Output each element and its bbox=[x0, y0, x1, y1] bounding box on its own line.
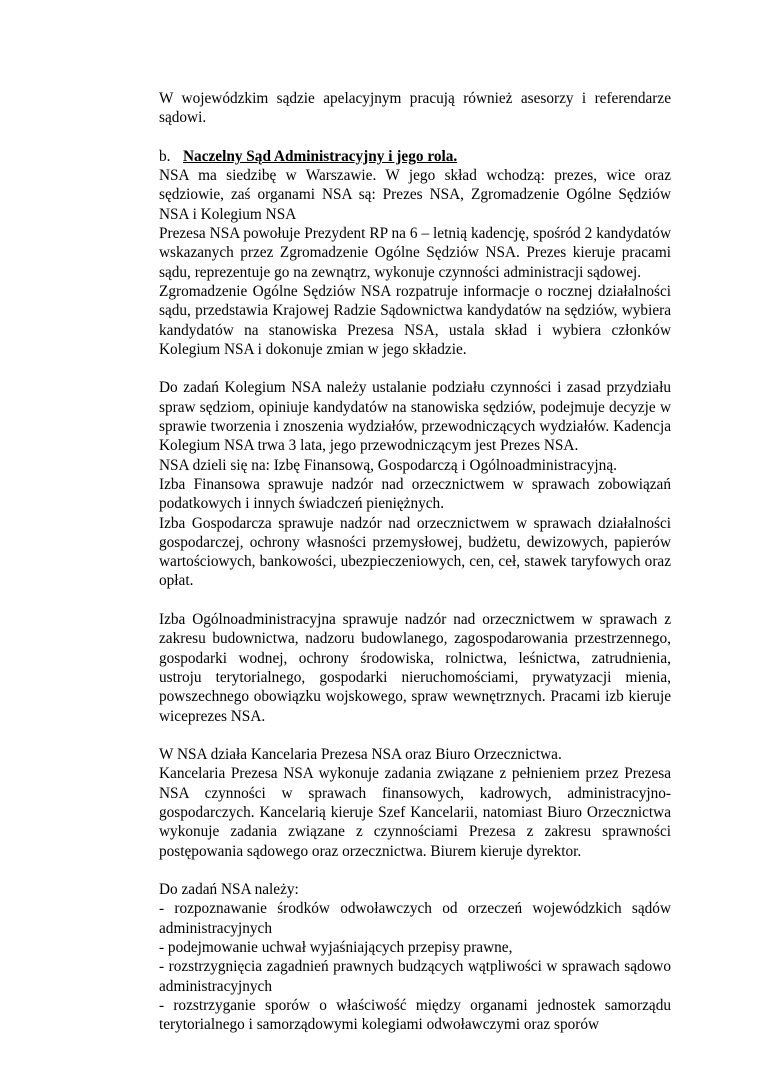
paragraph-chancellery: Kancelaria Prezesa NSA wykonuje zadania związane z pełnieniem przez Prezesa NSA czynności w sprawach finansowych, kadrowych, administracyjno-gospodarczych. Kancelarią kieruje Szef Kancelarii, natomiast Biuro Orzecznictwa wykonuje zadania związane z czynnościami Prezesa z zakresu sprawności postępowania sądowego oraz orzecznictwa. Biurem kieruje dyrektor. bbox=[159, 765, 671, 860]
paragraph-general-admin-chamber: Izba Ogólnoadministracyjna sprawuje nadzór nad orzecznictwem w sprawach z zakresu budownictwa, nadzoru budowlanego, zagospodarowania przestrzennego, gospodarki wodnej, ochrony środowiska, rolnictwa, leśnictwa, zatrudnienia, ustroju terytorialnego, gospodarki nieruchomościami, prywatyzacji mienia, powszechnego obowiązku wojskowego, spraw wewnętrznych. Pracami izb kieruje wiceprezes NSA. bbox=[159, 611, 671, 725]
paragraph-offices: W NSA działa Kancelaria Prezesa NSA oraz Biuro Orzecznictwa. bbox=[159, 746, 562, 764]
list-item: - rozpoznawanie środków odwoławczych od orzeczeń wojewódzkich sądów administracyjnych bbox=[159, 900, 671, 937]
intro-paragraph: W wojewódzkim sądzie apelacyjnym pracują również asesorzy i referendarze sądowi. bbox=[159, 90, 671, 127]
list-item: - rozstrzygnięcia zagadnień prawnych budzących wątpliwości w sprawach sądowo administracyjnych bbox=[159, 958, 671, 995]
paragraph-nsa-seat: NSA ma siedzibę w Warszawie. W jego skład wchodzą: prezes, wice oraz sędziowie, zaś organami NSA są: Prezes NSA, Zgromadzenie Ogólne Sędziów NSA i Kolegium NSA bbox=[159, 167, 671, 223]
document-page bbox=[159, 89, 671, 1035]
spacer bbox=[159, 591, 671, 610]
list-item: - podejmowanie uchwał wyjaśniających przepisy prawne, bbox=[159, 939, 513, 957]
section-number: b. bbox=[159, 147, 171, 165]
paragraph-economic-chamber: Izba Gospodarcza sprawuje nadzór nad orzecznictwem w sprawach działalności gospodarczej, ochrony własności przemysłowej, budżetu, dewizowych, papierów wartościowych, bankowości, ubezpieczeniowych, cen, ceł, stawek taryfowych oraz opłat. bbox=[159, 514, 671, 590]
list-item: - rozstrzyganie sporów o właściwość między organami jednostek samorządu terytorialnego i samorządowymi kolegiami odwoławczymi oraz sporów bbox=[159, 996, 671, 1034]
paragraph-chambers: NSA dzieli się na: Izbę Finansową, Gospodarczą i Ogólnoadministracyjną. bbox=[159, 456, 617, 474]
paragraph-college: Do zadań Kolegium NSA należy ustalanie podziału czynności i zasad przydziału spraw sędziom, opiniuje kandydatów na stanowiska sędziów, podejmuje decyzje w sprawie tworzenia i znoszenia wydziałów, przewodniczących wydziałów. Kadencja Kolegium NSA trwa 3 lata, jego przewodniczącym jest Prezes NSA. bbox=[159, 379, 671, 455]
spacer bbox=[159, 359, 671, 378]
spacer bbox=[159, 861, 671, 880]
spacer bbox=[159, 726, 671, 745]
section-title: Naczelny Sąd Administracyjny i jego rola. bbox=[183, 147, 458, 165]
spacer bbox=[159, 128, 671, 147]
section-heading bbox=[159, 147, 671, 166]
paragraph-tasks-intro: Do zadań NSA należy: bbox=[159, 881, 299, 899]
paragraph-financial-chamber: Izba Finansowa sprawuje nadzór nad orzecznictwem w sprawach zobowiązań podatkowych i innych świadczeń pieniężnych. bbox=[159, 475, 671, 513]
paragraph-president: Prezesa NSA powołuje Prezydent RP na 6 – letnią kadencję, spośród 2 kandydatów wskazanych przez Zgromadzenie Ogólne Sędziów NSA. Prezes kieruje pracami sądu, reprezentuje go na zewnątrz, wykonuje czynności administracji sądowej. bbox=[159, 225, 671, 281]
paragraph-general-assembly: Zgromadzenie Ogólne Sędziów NSA rozpatruje informacje o rocznej działalności sądu, przedstawia Krajowej Radzie Sądownictwa kandydatów na sędziów, wybiera kandydatów na stanowiska Prezesa NSA, ustala skład i wybiera członków Kolegium NSA i dokonuje zmian w jego składzie. bbox=[159, 282, 671, 358]
